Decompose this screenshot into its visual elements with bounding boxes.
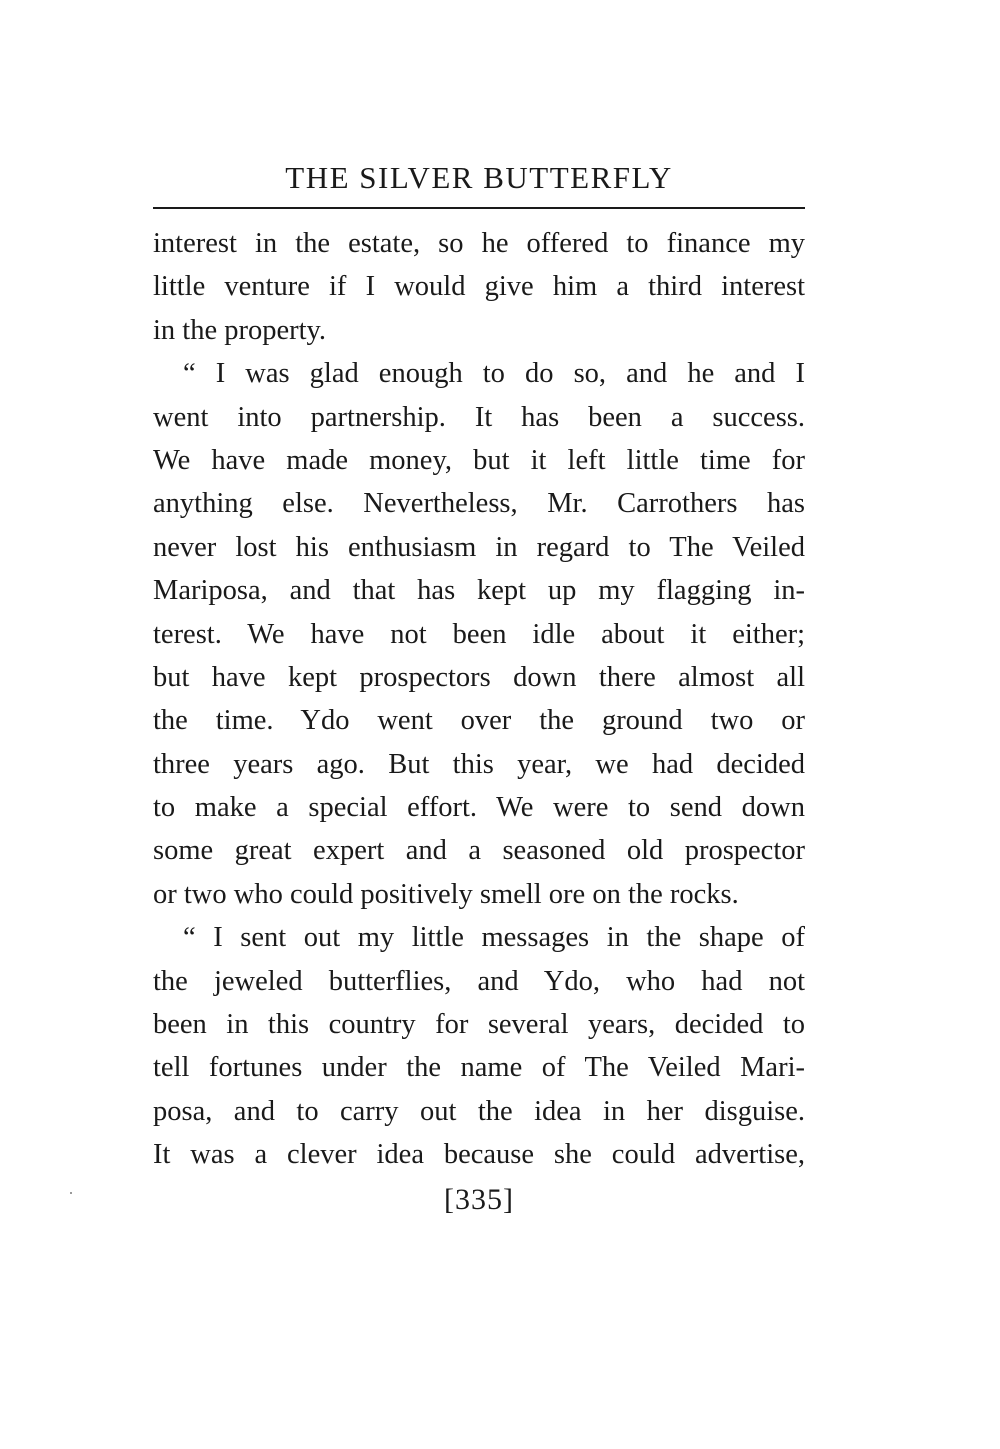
text-line: the time. Ydo went over the ground two or bbox=[153, 705, 805, 737]
text-line: been in this country for several years, decided to bbox=[153, 1009, 805, 1041]
text-line: went into partnership. It has been a success. bbox=[153, 401, 805, 433]
header-rule bbox=[153, 207, 805, 209]
text-line: terest. We have not been idle about it either; bbox=[153, 618, 805, 650]
text-line: or two who could positively smell ore on the rocks. bbox=[153, 878, 739, 910]
text-line: some great expert and a seasoned old prospector bbox=[153, 835, 805, 867]
text-line: It was a clever idea because she could advertise, bbox=[153, 1139, 805, 1171]
text-line: anything else. Nevertheless, Mr. Carrothers has bbox=[153, 488, 805, 520]
text-line: “ I was glad enough to do so, and he and I bbox=[183, 358, 805, 390]
scan-speck bbox=[70, 1192, 72, 1194]
text-line: interest in the estate, so he offered to finance my bbox=[153, 228, 805, 259]
text-line: three years ago. But this year, we had decided bbox=[153, 748, 805, 780]
text-line: “ I sent out my little messages in the shape of bbox=[183, 922, 805, 954]
text-line: We have made money, but it left little time for bbox=[153, 444, 805, 476]
text-line: to make a special effort. We were to send down bbox=[153, 792, 805, 824]
text-line: but have kept prospectors down there almost all bbox=[153, 661, 805, 693]
text-line: Mariposa, and that has kept up my flagging in- bbox=[153, 575, 805, 607]
running-head: THE SILVER BUTTERFLY bbox=[285, 160, 673, 195]
text-line: little venture if I would give him a third interest bbox=[153, 271, 805, 303]
page-body bbox=[153, 222, 805, 1177]
text-line: tell fortunes under the name of The Veiled Mari- bbox=[153, 1052, 805, 1084]
text-line: posa, and to carry out the idea in her disguise. bbox=[153, 1095, 805, 1127]
page-number: [335] bbox=[444, 1183, 514, 1216]
text-line: in the property. bbox=[153, 314, 327, 346]
text-line: the jeweled butterflies, and Ydo, who had not bbox=[153, 965, 805, 997]
text-line: never lost his enthusiasm in regard to The Veiled bbox=[153, 531, 805, 563]
